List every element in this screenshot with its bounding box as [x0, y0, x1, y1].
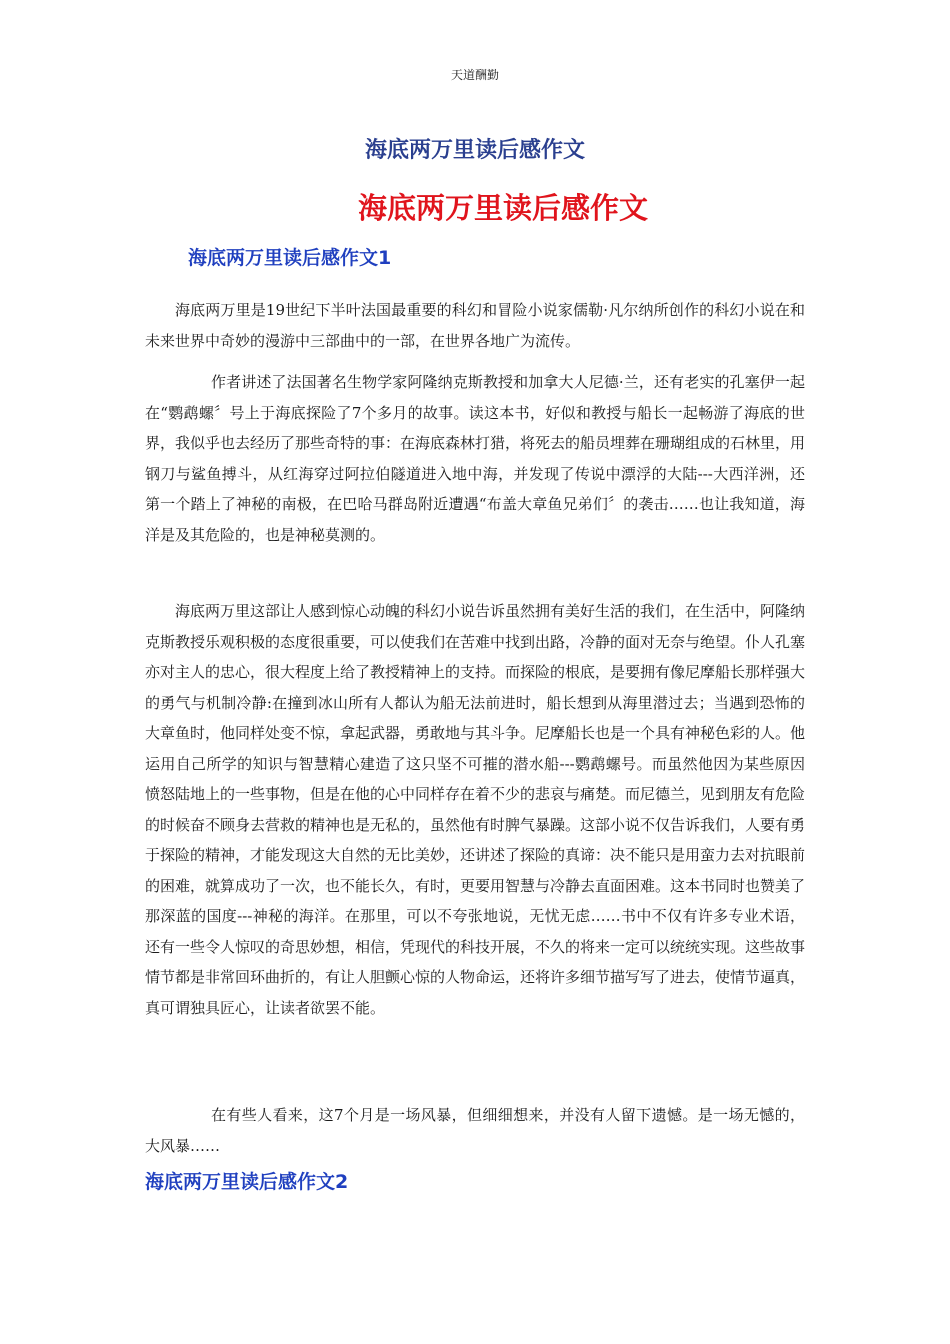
document-title: 海底两万里读后感作文 [364, 138, 585, 163]
section-heading-1: 海底两万里读后感作文1 [188, 247, 392, 269]
paragraph-3: 海底两万里这部让人感到惊心动魄的科幻小说告诉虽然拥有美好生活的我们，在生活中，阿隆纳克斯教授乐观积极的态度很重要，可以使我们在苦难中找到出路，冷静的面对无奈与绝望。仆人孔塞亦对主人的忠心，很大程度上给了教授精神上的支持。而探险的根底，是要拥有像尼摩船长那样强大的勇气与机制冷静:在撞到冰山所有人都认为船无法前进时，船长想到从海里潜过去；当遇到恐怖的大章鱼时，他同样处变不惊，拿起武器，勇敢地与其斗争。尼摩船长也是一个具有神秘色彩的人。他运用自己所学的知识与智慧精心建造了这只坚不可摧的潜水船---鹦鹉螺号。而虽然他因为某些原因愤怒陆地上的一些事物，但是在他的心中同样存在着不少的悲哀与痛楚。而尼德兰，见到朋友有危险的时候奋不顾身去营救的精神也是无私的，虽然他有时脾气暴躁。这部小说不仅告诉我们，人要有勇于探险的精神，才能发现这大自然的无比美妙，还讲述了探险的真谛：决不能只是用蛮力去对抗眼前的困难，就算成功了一次，也不能长久，有时，更要用智慧与冷静去直面困难。这本书同时也赞美了那深蓝的国度---神秘的海洋。在那里，可以不夸张地说，无忧无虑……书中不仅有许多专业术语，还有一些令人惊叹的奇思妙想，相信，凭现代的科技开展，不久的将来一定可以统统实现。这些故事情节都是非常回环曲折的，有让人胆颤心惊的人物命运，还将许多细节描写写了进去，使情节逼真，真可谓独具匠心，让读者欲罢不能。 [145, 602, 806, 1017]
section-heading-2: 海底两万里读后感作文2 [145, 1171, 349, 1193]
page-header: 天道酬勤 [450, 68, 499, 82]
paragraph-4: 在有些人看来，这7个月是一场风暴，但细细想来，并没有人留下遗憾。是一场无憾的，大风暴…… [145, 1106, 805, 1155]
main-title: 海底两万里读后感作文 [357, 191, 648, 225]
paragraph-2: 作者讲述了法国著名生物学家阿隆纳克斯教授和加拿大人尼德·兰，还有老实的孔塞伊一起在“鹦鹉螺〞号上于海底探险了7个多月的故事。读这本书，好似和教授与船长一起畅游了海底的世界，我似乎也去经历了那些奇特的事：在海底森林打猎，将死去的船员埋葬在珊瑚组成的石林里，用钢刀与鲨鱼搏斗，从红海穿过阿拉伯隧道进入地中海，并发现了传说中漂浮的大陆---大西洋洲，还第一个踏上了神秘的南极，在巴哈马群岛附近遭遇“布盖大章鱼兄弟们〞的袭击……也让我知道，海洋是及其危险的，也是神秘莫测的。 [145, 373, 806, 544]
paragraph-1: 海底两万里是19世纪下半叶法国最重要的科幻和冒险小说家儒勒·凡尔纳所创作的科幻小说在和未来世界中奇妙的漫游中三部曲中的一部，在世界各地广为流传。 [145, 301, 805, 350]
